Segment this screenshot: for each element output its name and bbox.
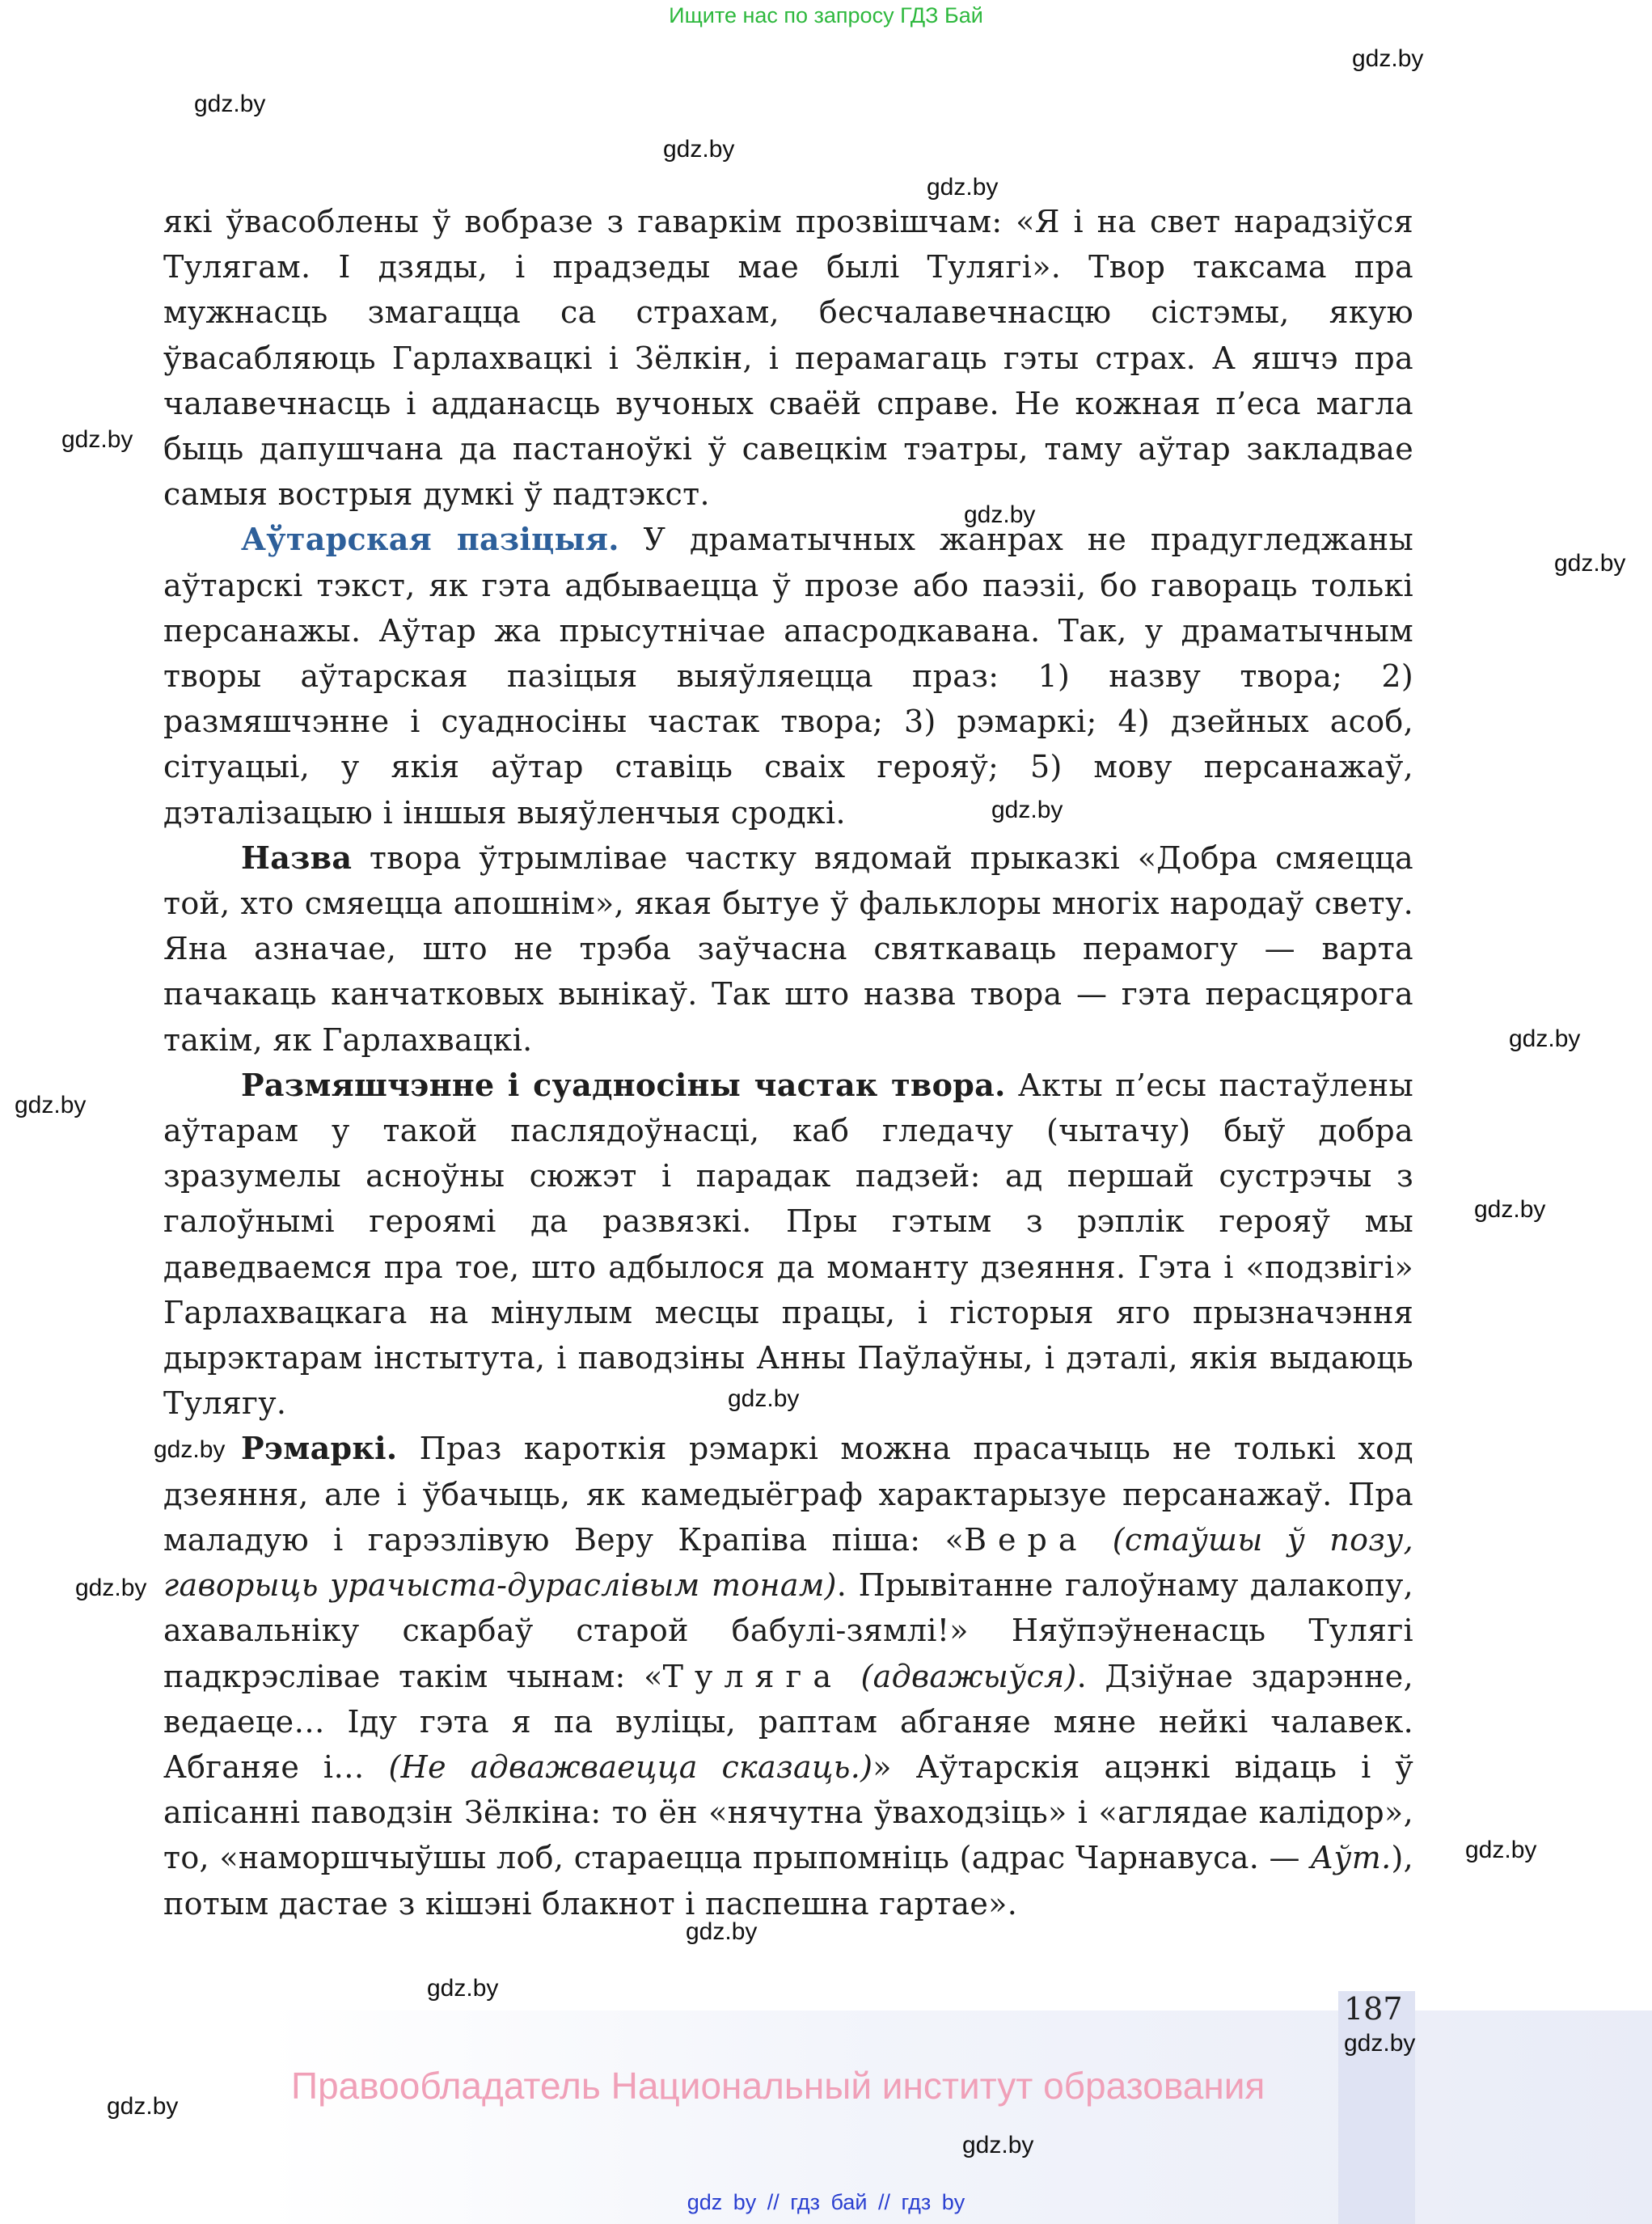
character-tulyaga: Туляга — [662, 1658, 843, 1694]
stage-text: . Прывітанне галоўнаму далакопу, ахавальніку скарбаў старой бабулі-зямлі!» Няўпэўненасць Тулягі падкрэслівае такім чынам: « — [163, 1567, 1413, 1694]
top-banner[interactable]: Ищите нас по запросу ГДЗ Бай — [669, 3, 983, 27]
page-number: 187 — [1344, 1991, 1403, 2027]
bottom-links[interactable]: gdz by // гдз бай // гдз by — [687, 2190, 965, 2214]
watermark: gdz.by — [1465, 1837, 1537, 1863]
watermark: gdz.by — [154, 1436, 226, 1463]
character-vera: Вера — [964, 1521, 1088, 1558]
watermark: gdz.by — [1344, 2030, 1416, 2057]
watermark: gdz.by — [15, 1092, 87, 1118]
heading-stage-directions: Рэмаркі. — [241, 1430, 398, 1467]
copyright-notice: Правообладатель Национальный институт образования — [291, 2065, 1265, 2107]
paragraph-stage-directions — [163, 1426, 1413, 1926]
stage-text: ), потым дастае з кішэні блакнот і паспешна гартае». — [163, 1840, 1413, 1922]
space — [1088, 1522, 1113, 1558]
title-text: твора ўтрымлівае частку вядомай прыказкі «Добра смяецца той, хто смяецца апошнім», якая бытуе ў фальклоры многіх народаў свету. Яна азначае, што не трэба заўчасна святкаваць перамогу — варта пачакаць канчатковых вынікаў. Так што назва твора — гэта перасцярога такім, як Гарлахвацкі. — [163, 839, 1413, 1058]
watermark: gdz.by — [1509, 1025, 1581, 1052]
space — [843, 1659, 861, 1694]
heading-author-position: Аўтарская пазіцыя. — [241, 521, 619, 558]
watermark: gdz.by — [1352, 45, 1424, 72]
watermark: gdz.by — [1554, 550, 1626, 577]
paragraph-title — [163, 835, 1413, 1063]
paragraph-1: які ўвасоблены ў вобразе з гаваркім прозвішчам: «Я і на свет нарадзіўся Тулягам. І дзяды, і прадзеды мае былі Тулягі». Твор таксама пра мужнасць змагацца са страхам, бесчалавечнасцю сістэмы, якую ўвасабляюць Гарлахвацкі і Зёлкін, і перамагаць гэты страх. А яшчэ пра чалавечнасць і адданасць вучоных сваёй справе. Не кожная п’еса магла быць дапушчана да пастаноўкі ў савецкім тэатры, таму аўтар закладвае самыя вострыя думкі ў падтэкст. — [163, 204, 1413, 513]
watermark: gdz.by — [686, 1918, 758, 1945]
heading-title: Назва — [241, 839, 353, 876]
watermark: gdz.by — [991, 797, 1063, 823]
stage-text: . Дзіўнае здарэнне, ведаеце… Іду гэта я па вуліцы, раптам абганяе мяне нейкі чалавек. Абганяе і… — [163, 1658, 1413, 1785]
watermark: gdz.by — [61, 426, 133, 453]
stage-direction-1: (стаўшы ў позу, гаворыць урачыста-дураслівым тонам) — [163, 1521, 1413, 1604]
paragraph-composition — [163, 1063, 1413, 1427]
watermark: gdz.by — [728, 1385, 800, 1412]
stage-text: » Аўтарскія ацэнкі відаць і ў апісанні паводзін Зёлкіна: то ён «нячутна ўваходзіць» і «аглядае калідор», то, «наморшчыўшы лоб, стараецца прыпомніць (адрас Чарнавуса. — — [163, 1748, 1414, 1876]
paragraph-author-position — [163, 517, 1413, 835]
watermark: gdz.by — [927, 174, 999, 201]
watermark: gdz.by — [75, 1575, 147, 1601]
watermark: gdz.by — [107, 2093, 179, 2120]
stage-direction-3: (Не адважваецца сказаць.) — [388, 1748, 873, 1785]
watermark: gdz.by — [964, 501, 1036, 528]
author-position-text: У драматычных жанрах не прадугледжаны аўтарскі тэкст, як гэта адбываецца ў прозе або паэзіі, бо гавораць толькі персанажы. Аўтар жа прысутнічае апасродкавана. Так, у драматычным творы аўтарская пазіцыя выяўляецца праз: 1) назву твора; 2) размяшчэнне і суадносіны частак твора; 3) рэмаркі; 4) дзейных асоб, сітуацыі, у якія аўтар ставіць сваіх герояў; 5) мову персанажаў, дэталізацыю і іншыя выяўленчыя сродкі. — [163, 522, 1413, 831]
watermark: gdz.by — [194, 91, 266, 117]
main-text — [163, 199, 1413, 1926]
heading-composition: Размяшчэнне і суадносіны частак твора. — [241, 1066, 1006, 1103]
watermark: gdz.by — [663, 136, 735, 163]
stage-direction-2: (адважыўся) — [860, 1658, 1077, 1694]
abbr-author: Аўт. — [1310, 1840, 1392, 1876]
watermark: gdz.by — [1474, 1196, 1546, 1223]
watermark: gdz.by — [962, 2132, 1034, 2158]
composition-text: Акты п’есы пастаўлены аўтарам у такой паслядоўнасці, каб гледачу (чытачу) быў добра зразумелы асноўны сюжэт і парадак падзей: ад першай сустрэчы з галоўнымі героямі да развязкі. Пры гэтым з рэплік герояў мы даведваемся пра тое, што адбылося да моманту дзеяння. Гэта і «подзвігі» Гарлахвацкага на мінулым месцы працы, і гісторыя яго прызначэння дырэктарам інстытута, і паводзіны Анны Паўлаўны, і дэталі, якія выдаюць Тулягу. — [163, 1067, 1413, 1422]
stage-text: Праз кароткія рэмаркі можна прасачыць не толькі ход дзеяння, але і ўбачыць, як камедыёграф характарызуе персанажаў. Пра маладую і гарэзлівую Веру Крапіва піша: « — [163, 1431, 1413, 1558]
watermark: gdz.by — [427, 1975, 499, 2002]
